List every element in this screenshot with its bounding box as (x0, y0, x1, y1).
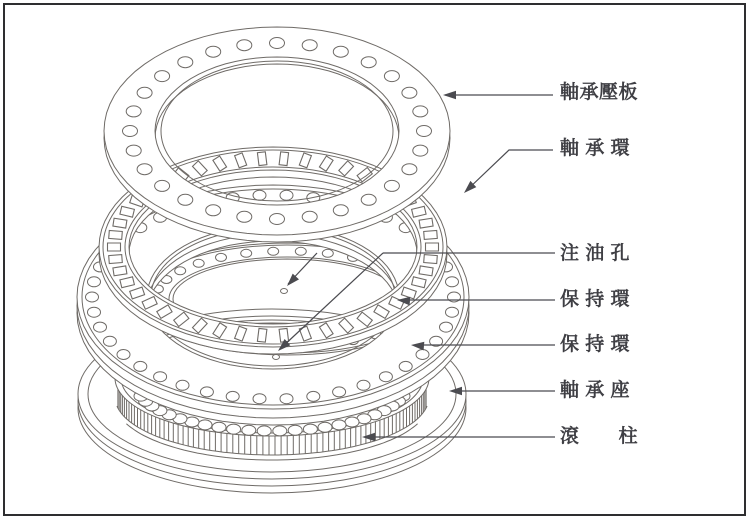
label-bearing-seat: 軸 承 座 (560, 380, 631, 401)
page-border (3, 3, 746, 516)
label-bearing-pressure-plate: 軸承壓板 (560, 82, 639, 103)
label-retainer-ring-lower: 保 持 環 (560, 334, 631, 355)
label-oil-injection-hole: 注 油 孔 (560, 243, 631, 264)
label-retainer-ring-upper: 保 持 環 (560, 289, 631, 310)
label-bearing-ring: 軸 承 環 (560, 138, 631, 159)
label-roller: 滾 柱 (560, 426, 639, 447)
